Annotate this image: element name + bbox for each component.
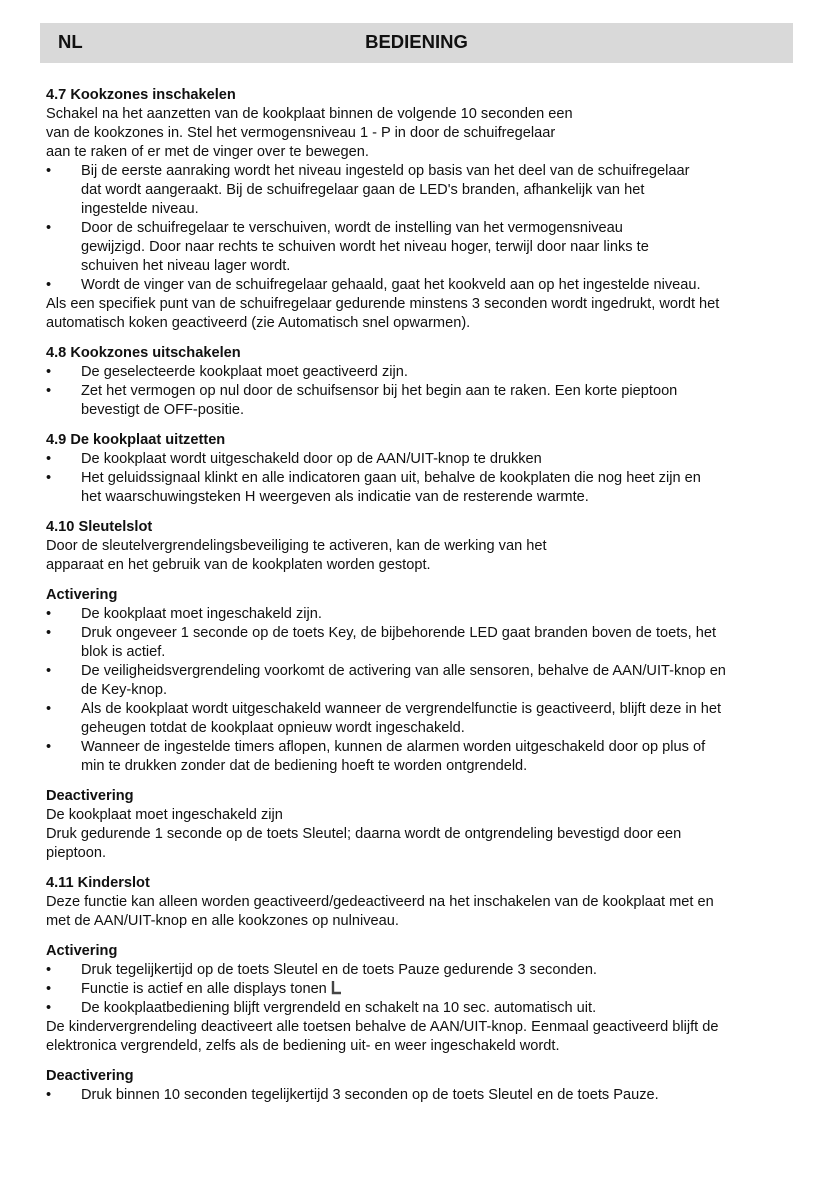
bullet-line: Druk binnen 10 seconden tegelijkertijd 3 seconden op de toets Sleutel en de toets Pauze.	[81, 1087, 659, 1103]
paragraph-line: Schakel na het aanzetten van de kookplaat binnen de volgende 10 seconden een	[46, 106, 573, 122]
bullet-line: geheugen totdat de kookplaat opnieuw wordt ingeschakeld.	[81, 720, 465, 736]
bullet-text	[81, 999, 798, 1018]
bullet-item	[46, 624, 798, 662]
section	[46, 86, 798, 333]
page-title: BEDIENING	[365, 31, 468, 52]
section-heading: 4.9 De kookplaat uitzetten	[46, 432, 226, 448]
paragraph-line: De kookplaat moet ingeschakeld zijn	[46, 807, 283, 823]
bullet-line: schuiven het niveau lager wordt.	[81, 258, 291, 274]
bullet-line: De veiligheidsvergrendeling voorkomt de activering van alle sensoren, behalve de AAN/UIT-knop en	[81, 663, 726, 679]
display-L-segment-icon	[331, 980, 343, 996]
bullet-line: Druk ongeveer 1 seconde op de toets Key, de bijbehorende LED gaat branden boven de toets, het	[81, 625, 717, 641]
bullet-item	[46, 450, 798, 469]
paragraph-line: elektronica vergrendeld, zelfs als de bediening uit- en weer ingeschakeld wordt.	[46, 1038, 560, 1054]
paragraph-line: Druk gedurende 1 seconde op de toets Sleutel; daarna wordt de ontgrendeling bevestigd door een	[46, 826, 682, 842]
bullet-line: de Key-knop.	[81, 682, 167, 698]
bullet-line: Wanneer de ingestelde timers aflopen, kunnen de alarmen worden uitgeschakeld door op plus of	[81, 739, 706, 755]
section-heading: 4.7 Kookzones inschakelen	[46, 87, 236, 103]
bullet-marker: •	[46, 663, 52, 679]
page-header	[40, 23, 793, 63]
section-heading: 4.10 Sleutelslot	[46, 519, 153, 535]
bullet-text	[81, 624, 798, 662]
bullet-item	[46, 1086, 798, 1105]
bullet-marker: •	[46, 981, 52, 997]
bullet-line: bevestigt de OFF-positie.	[81, 402, 245, 418]
bullet-marker: •	[46, 1000, 52, 1016]
section	[46, 518, 798, 575]
bullet-line: Functie is actief en alle displays tonen	[81, 980, 798, 999]
section	[46, 1067, 798, 1105]
bullet-marker: •	[46, 470, 52, 486]
section	[46, 431, 798, 507]
bullet-text	[81, 363, 798, 382]
paragraph-line: Deze functie kan alleen worden geactiveerd/gedeactiveerd na het inschakelen van de kookplaat met en	[46, 894, 714, 910]
bullet-marker: •	[46, 383, 52, 399]
bullet-line: Bij de eerste aanraking wordt het niveau ingesteld op basis van het deel van de schuifregelaar	[81, 163, 690, 179]
bullet-line: Het geluidssignaal klinkt en alle indicatoren gaan uit, behalve de kookplaten die nog heet zijn en	[81, 470, 701, 486]
language-code: NL	[58, 31, 83, 52]
bullet-marker: •	[46, 220, 52, 236]
paragraph-line: met de AAN/UIT-knop en alle kookzones op nulniveau.	[46, 913, 399, 929]
bullet-item	[46, 662, 798, 700]
bullet-text	[81, 219, 798, 276]
bullet-text	[81, 738, 798, 776]
bullet-line: De kookplaatbediening blijft vergrendeld en schakelt na 10 sec. automatisch uit.	[81, 1000, 597, 1016]
bullet-item	[46, 382, 798, 420]
bullet-marker: •	[46, 701, 52, 717]
section	[46, 586, 798, 776]
bullet-line: Wordt de vinger van de schuifregelaar gehaald, gaat het kookveld aan op het ingestelde niveau.	[81, 277, 701, 293]
bullet-line: min te drukken zonder dat de bediening hoeft te worden ontgrendeld.	[81, 758, 528, 774]
bullet-item	[46, 700, 798, 738]
bullet-item	[46, 999, 798, 1018]
bullet-line: gewijzigd. Door naar rechts te schuiven wordt het niveau hoger, terwijl door naar links te	[81, 239, 649, 255]
bullet-item	[46, 738, 798, 776]
bullet-line: ingestelde niveau.	[81, 201, 199, 217]
paragraph-line: Door de sleutelvergrendelingsbeveiliging te activeren, kan de werking van het	[46, 538, 547, 554]
bullet-text	[81, 980, 798, 999]
bullet-text	[81, 1086, 798, 1105]
bullet-text	[81, 276, 798, 295]
bullet-marker: •	[46, 1087, 52, 1103]
bullet-item	[46, 980, 798, 999]
bullet-item	[46, 961, 798, 980]
paragraph-line: van de kookzones in. Stel het vermogensniveau 1 - P in door de schuifregelaar	[46, 125, 556, 141]
bullet-marker: •	[46, 962, 52, 978]
bullet-marker: •	[46, 451, 52, 467]
bullet-line: Zet het vermogen op nul door de schuifsensor bij het begin aan te raken. Een korte pieptoon	[81, 383, 678, 399]
section	[46, 942, 798, 1056]
bullet-item	[46, 219, 798, 276]
paragraph-line: automatisch koken geactiveerd (zie Automatisch snel opwarmen).	[46, 315, 471, 331]
paragraph-line: Als een specifiek punt van de schuifregelaar gedurende minstens 3 seconden wordt ingedrukt, wordt het	[46, 296, 720, 312]
bullet-text	[81, 162, 798, 219]
section-heading: 4.11 Kinderslot	[46, 875, 150, 891]
bullet-marker: •	[46, 625, 52, 641]
section-heading: Deactivering	[46, 788, 134, 804]
section	[46, 874, 798, 931]
section-heading: Activering	[46, 943, 118, 959]
paragraph-line: De kindervergrendeling deactiveert alle toetsen behalve de AAN/UIT-knop. Eenmaal geactiveerd blijft de	[46, 1019, 719, 1035]
section	[46, 344, 798, 420]
bullet-item	[46, 469, 798, 507]
bullet-item	[46, 162, 798, 219]
section-heading: Deactivering	[46, 1068, 134, 1084]
section-heading: 4.8 Kookzones uitschakelen	[46, 345, 241, 361]
bullet-marker: •	[46, 364, 52, 380]
bullet-text	[81, 382, 798, 420]
bullet-item	[46, 276, 798, 295]
bullet-line: De kookplaat wordt uitgeschakeld door op de AAN/UIT-knop te drukken	[81, 451, 542, 467]
bullet-line: het waarschuwingsteken H weergeven als indicatie van de resterende warmte.	[81, 489, 589, 505]
bullet-item	[46, 363, 798, 382]
bullet-text	[81, 662, 798, 700]
bullet-marker: •	[46, 739, 52, 755]
paragraph-line: pieptoon.	[46, 845, 107, 861]
bullet-item	[46, 605, 798, 624]
bullet-line: De kookplaat moet ingeschakeld zijn.	[81, 606, 322, 622]
bullet-marker: •	[46, 606, 52, 622]
bullet-line: De geselecteerde kookplaat moet geactiveerd zijn.	[81, 364, 408, 380]
bullet-text	[81, 700, 798, 738]
section-heading: Activering	[46, 587, 118, 603]
document-body	[46, 86, 798, 1116]
bullet-line: blok is actief.	[81, 644, 166, 660]
bullet-line: Door de schuifregelaar te verschuiven, wordt de instelling van het vermogensniveau	[81, 220, 623, 236]
bullet-marker: •	[46, 277, 52, 293]
bullet-text	[81, 469, 798, 507]
bullet-marker: •	[46, 163, 52, 179]
bullet-line: Als de kookplaat wordt uitgeschakeld wanneer de vergrendelfunctie is geactiveerd, blijft deze in het	[81, 701, 722, 717]
paragraph-line: aan te raken of er met de vinger over te bewegen.	[46, 144, 369, 160]
bullet-text	[81, 605, 798, 624]
bullet-text	[81, 450, 798, 469]
bullet-line: Druk tegelijkertijd op de toets Sleutel en de toets Pauze gedurende 3 seconden.	[81, 962, 597, 978]
paragraph-line: apparaat en het gebruik van de kookplaten worden gestopt.	[46, 557, 431, 573]
section	[46, 787, 798, 863]
bullet-line: dat wordt aangeraakt. Bij de schuifregelaar gaan de LED's branden, afhankelijk van het	[81, 182, 645, 198]
bullet-text	[81, 961, 798, 980]
